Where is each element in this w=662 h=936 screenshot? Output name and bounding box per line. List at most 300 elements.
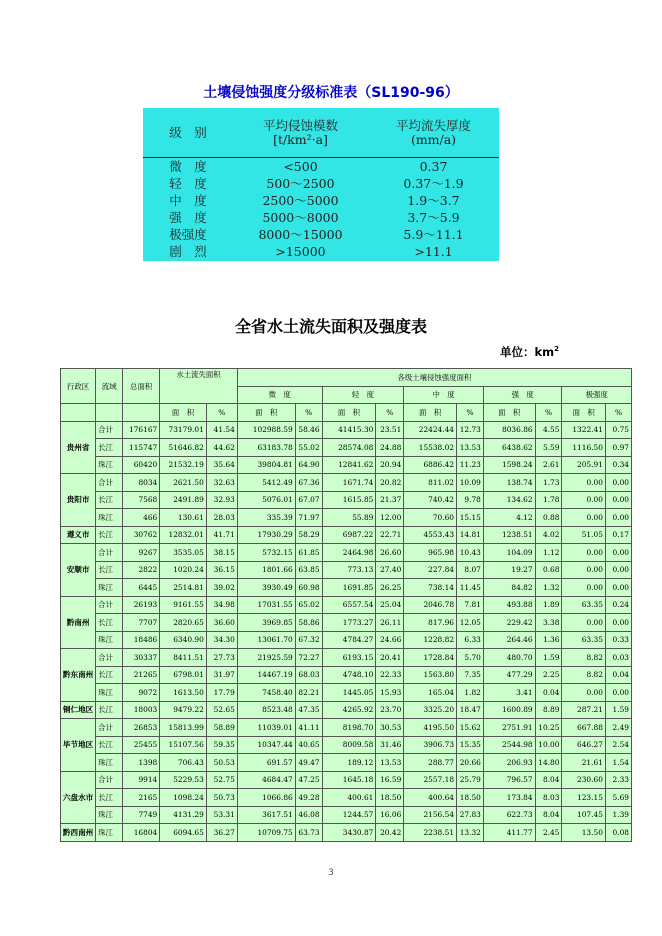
value-cell: 63183.78: [237, 439, 295, 457]
value-cell: 35.64: [206, 456, 237, 474]
value-cell: 622.73: [483, 806, 535, 824]
value-cell: 3.38: [535, 614, 562, 632]
value-cell: 1398: [123, 754, 160, 772]
value-cell: 6438.62: [483, 439, 535, 457]
value-cell: 70.60: [404, 509, 457, 527]
value-cell: 60420: [123, 456, 160, 474]
value-cell: 63.73: [295, 824, 322, 842]
grade-row: [143, 210, 499, 227]
value-cell: 0.68: [535, 561, 562, 579]
value-cell: 1238.51: [483, 526, 535, 544]
value-cell: 3430.87: [322, 824, 376, 842]
value-cell: 12.73: [457, 421, 484, 439]
basin-cell: 珠江: [96, 684, 123, 702]
value-cell: 55.89: [322, 509, 376, 527]
value-cell: 22424.44: [404, 421, 457, 439]
value-cell: 9.78: [457, 491, 484, 509]
table-row: [61, 649, 632, 667]
value-cell: 3906.73: [404, 736, 457, 754]
value-cell: 205.91: [562, 456, 605, 474]
main-table-title: 全省水土流失面积及强度表: [234, 317, 427, 336]
basin-cell: 合计: [96, 719, 123, 737]
value-cell: 3617.51: [237, 806, 295, 824]
region-cell: 铜仁地区: [61, 701, 96, 719]
value-cell: 6987.22: [322, 526, 376, 544]
table-row: [61, 614, 632, 632]
value-cell: 64.90: [295, 456, 322, 474]
value-cell: 8.03: [535, 789, 562, 807]
value-cell: 58.29: [295, 526, 322, 544]
value-cell: 12.05: [457, 614, 484, 632]
value-cell: 6094.65: [160, 824, 207, 842]
value-cell: 13.50: [562, 824, 605, 842]
value-cell: 1098.24: [160, 789, 207, 807]
region-cell: 六盘水市: [61, 771, 96, 824]
value-cell: 400.61: [322, 789, 376, 807]
value-cell: 400.64: [404, 789, 457, 807]
value-cell: 65.02: [295, 596, 322, 614]
value-cell: 25.04: [376, 596, 404, 614]
value-cell: 2.61: [535, 456, 562, 474]
value-cell: 691.57: [237, 754, 295, 772]
value-cell: 8198.70: [322, 719, 376, 737]
value-cell: 4195.50: [404, 719, 457, 737]
value-cell: 1.78: [535, 491, 562, 509]
value-cell: 1.73: [535, 474, 562, 492]
value-cell: 4131.29: [160, 806, 207, 824]
percent-subheader: %: [206, 404, 237, 422]
value-cell: 36.27: [206, 824, 237, 842]
basin-cell: 长江: [96, 526, 123, 544]
value-cell: 5.59: [535, 439, 562, 457]
percent-subheader: %: [295, 404, 322, 422]
modulus-header: [233, 108, 368, 158]
basin-cell: 长江: [96, 491, 123, 509]
main-table-head: [61, 369, 632, 422]
value-cell: 4.12: [483, 509, 535, 527]
value-cell: 264.46: [483, 631, 535, 649]
value-cell: 18.50: [376, 789, 404, 807]
value-cell: 12841.62: [322, 456, 376, 474]
table-row: [61, 666, 632, 684]
value-cell: 107.45: [562, 806, 605, 824]
table-row: [61, 509, 632, 527]
value-cell: 71.97: [295, 509, 322, 527]
percent-subheader: %: [605, 404, 631, 422]
table-row: [61, 631, 632, 649]
table-row: [61, 474, 632, 492]
value-cell: 6.33: [457, 631, 484, 649]
value-cell: 31.97: [206, 666, 237, 684]
grade-group-header: 各级土壤侵蚀强度面积: [237, 369, 631, 387]
value-cell: 817.96: [404, 614, 457, 632]
value-cell: 52.65: [206, 701, 237, 719]
basin-cell: 珠江: [96, 456, 123, 474]
area-subheader: 面 积: [562, 404, 605, 422]
value-cell: 20.41: [376, 649, 404, 667]
value-cell: 4748.10: [322, 666, 376, 684]
value-cell: 6340.90: [160, 631, 207, 649]
value-cell: 20.42: [376, 824, 404, 842]
value-cell: 8.82: [562, 649, 605, 667]
value-cell: 1801.66: [237, 561, 295, 579]
value-cell: 4.55: [535, 421, 562, 439]
value-cell: 2822: [123, 561, 160, 579]
value-cell: 138.74: [483, 474, 535, 492]
unit-label: [500, 344, 559, 360]
value-cell: 41415.30: [322, 421, 376, 439]
value-cell: 3325.20: [404, 701, 457, 719]
value-cell: 740.42: [404, 491, 457, 509]
header-row-3: [61, 404, 632, 422]
value-cell: 26.60: [376, 544, 404, 562]
grade-modulus-cell: 8000～15000: [258, 227, 343, 243]
value-cell: 20.66: [457, 754, 484, 772]
value-cell: 8.04: [535, 806, 562, 824]
value-cell: 7458.40: [237, 684, 295, 702]
value-cell: 0.00: [605, 561, 631, 579]
value-cell: 34.30: [206, 631, 237, 649]
value-cell: 13.53: [376, 754, 404, 772]
value-cell: 11.23: [457, 456, 484, 474]
value-cell: 10347.44: [237, 736, 295, 754]
basin-cell: 珠江: [96, 579, 123, 597]
value-cell: 59.35: [206, 736, 237, 754]
value-cell: 8036.86: [483, 421, 535, 439]
value-cell: 28574.08: [322, 439, 376, 457]
value-cell: 3930.49: [237, 579, 295, 597]
region-cell: 遵义市: [61, 526, 96, 544]
value-cell: 9161.55: [160, 596, 207, 614]
value-cell: 46.08: [295, 806, 322, 824]
modulus-header-unit: [t/km²·a]: [273, 131, 328, 147]
table-row: [61, 684, 632, 702]
value-cell: 44.62: [206, 439, 237, 457]
value-cell: 53.31: [206, 806, 237, 824]
value-cell: 13.32: [457, 824, 484, 842]
page-number: 3: [328, 868, 334, 878]
region-cell: 黔西南州: [61, 824, 96, 842]
value-cell: 335.39: [237, 509, 295, 527]
value-cell: 1445.05: [322, 684, 376, 702]
value-cell: 115747: [123, 439, 160, 457]
value-cell: 773.13: [322, 561, 376, 579]
value-cell: 12.00: [376, 509, 404, 527]
basin-cell: 长江: [96, 666, 123, 684]
value-cell: 4553.43: [404, 526, 457, 544]
value-cell: 2.54: [605, 736, 631, 754]
value-cell: 67.07: [295, 491, 322, 509]
value-cell: 14.81: [457, 526, 484, 544]
region-cell: 贵州省: [61, 421, 96, 474]
value-cell: 2514.81: [160, 579, 207, 597]
value-cell: 58.86: [295, 614, 322, 632]
value-cell: 10.09: [457, 474, 484, 492]
value-cell: 6886.42: [404, 456, 457, 474]
value-cell: 21.37: [376, 491, 404, 509]
value-cell: 15.93: [376, 684, 404, 702]
erosion-grade-table: [143, 108, 499, 261]
grade-modulus-cell: 500～2500: [266, 175, 335, 191]
value-cell: 5732.15: [237, 544, 295, 562]
basin-cell: 合计: [96, 649, 123, 667]
value-cell: 17930.29: [237, 526, 295, 544]
value-cell: 36.15: [206, 561, 237, 579]
value-cell: 0.00: [562, 561, 605, 579]
value-cell: 1.59: [605, 701, 631, 719]
value-cell: 24.88: [376, 439, 404, 457]
grade-depth-cell: 5.9～11.1: [403, 227, 464, 243]
value-cell: 0.00: [605, 684, 631, 702]
value-cell: 6445: [123, 579, 160, 597]
value-cell: 965.98: [404, 544, 457, 562]
value-cell: 206.93: [483, 754, 535, 772]
value-cell: 1.36: [535, 631, 562, 649]
value-cell: 288.77: [404, 754, 457, 772]
percent-subheader: %: [457, 404, 484, 422]
strong-header: 强 度: [483, 386, 562, 404]
value-cell: 9072: [123, 684, 160, 702]
value-cell: 229.42: [483, 614, 535, 632]
value-cell: 14467.19: [237, 666, 295, 684]
value-cell: 30337: [123, 649, 160, 667]
basin-cell: 珠江: [96, 824, 123, 842]
empty-header-cell: [96, 404, 123, 422]
value-cell: 5.70: [457, 649, 484, 667]
value-cell: 15107.56: [160, 736, 207, 754]
value-cell: 2165: [123, 789, 160, 807]
value-cell: 1645.18: [322, 771, 376, 789]
value-cell: 0.00: [562, 684, 605, 702]
value-cell: 63.35: [562, 596, 605, 614]
basin-cell: 长江: [96, 701, 123, 719]
value-cell: 3535.05: [160, 544, 207, 562]
value-cell: 0.03: [605, 649, 631, 667]
value-cell: 15.35: [457, 736, 484, 754]
basin-cell: 珠江: [96, 631, 123, 649]
empty-header-cell: [61, 404, 96, 422]
grade-modulus-cell: <500: [283, 158, 318, 174]
value-cell: 16.59: [376, 771, 404, 789]
value-cell: 1563.80: [404, 666, 457, 684]
value-cell: 2621.50: [160, 474, 207, 492]
value-cell: 15.62: [457, 719, 484, 737]
value-cell: 1244.57: [322, 806, 376, 824]
value-cell: 58.46: [295, 421, 322, 439]
value-cell: 4265.92: [322, 701, 376, 719]
value-cell: 40.65: [295, 736, 322, 754]
value-cell: 287.21: [562, 701, 605, 719]
value-cell: 16804: [123, 824, 160, 842]
region-cell: 黔东南州: [61, 649, 96, 702]
value-cell: 15.15: [457, 509, 484, 527]
light-header: 轻 度: [322, 386, 404, 404]
value-cell: 2.25: [535, 666, 562, 684]
soil-loss-table: [60, 368, 632, 842]
value-cell: 20.94: [376, 456, 404, 474]
header-row-1: [61, 369, 632, 387]
value-cell: 1020.24: [160, 561, 207, 579]
grade-row: [143, 158, 499, 176]
value-cell: 10.43: [457, 544, 484, 562]
value-cell: 51646.82: [160, 439, 207, 457]
value-cell: 0.00: [605, 491, 631, 509]
value-cell: 4784.27: [322, 631, 376, 649]
value-cell: 34.98: [206, 596, 237, 614]
value-cell: 1.12: [535, 544, 562, 562]
region-header: 行政区: [61, 369, 96, 404]
value-cell: 3.41: [483, 684, 535, 702]
basin-cell: 长江: [96, 789, 123, 807]
value-cell: 0.08: [605, 824, 631, 842]
value-cell: 14.80: [535, 754, 562, 772]
table-row: [61, 544, 632, 562]
value-cell: 41.11: [295, 719, 322, 737]
value-cell: 134.62: [483, 491, 535, 509]
value-cell: 189.12: [322, 754, 376, 772]
value-cell: 10709.75: [237, 824, 295, 842]
value-cell: 22.71: [376, 526, 404, 544]
basin-cell: 合计: [96, 421, 123, 439]
value-cell: 0.00: [605, 544, 631, 562]
basin-cell: 长江: [96, 561, 123, 579]
value-cell: 2.45: [535, 824, 562, 842]
value-cell: 47.35: [295, 701, 322, 719]
value-cell: 1.89: [535, 596, 562, 614]
value-cell: 477.29: [483, 666, 535, 684]
table-row: [61, 561, 632, 579]
value-cell: 18.47: [457, 701, 484, 719]
value-cell: 0.00: [562, 491, 605, 509]
basin-cell: 珠江: [96, 509, 123, 527]
value-cell: 26193: [123, 596, 160, 614]
value-cell: 60.98: [295, 579, 322, 597]
region-cell: 安顺市: [61, 544, 96, 597]
value-cell: 17031.55: [237, 596, 295, 614]
value-cell: 19.27: [483, 561, 535, 579]
value-cell: 39.02: [206, 579, 237, 597]
value-cell: 49.47: [295, 754, 322, 772]
extreme-header: 极强度: [562, 386, 632, 404]
depth-header: [368, 108, 499, 158]
value-cell: 49.28: [295, 789, 322, 807]
basin-cell: 长江: [96, 439, 123, 457]
value-cell: 21265: [123, 666, 160, 684]
value-cell: 4684.47: [237, 771, 295, 789]
value-cell: 1066.86: [237, 789, 295, 807]
value-cell: 1.82: [457, 684, 484, 702]
value-cell: 18486: [123, 631, 160, 649]
area-subheader: 面 积: [483, 404, 535, 422]
value-cell: 73179.01: [160, 421, 207, 439]
value-cell: 26853: [123, 719, 160, 737]
medium-header: 中 度: [404, 386, 484, 404]
value-cell: 102988.59: [237, 421, 295, 439]
value-cell: 0.00: [605, 509, 631, 527]
value-cell: 706.43: [160, 754, 207, 772]
value-cell: 7749: [123, 806, 160, 824]
value-cell: 0.00: [562, 509, 605, 527]
value-cell: 15538.02: [404, 439, 457, 457]
modulus-header-label: 平均侵蚀模数: [262, 117, 338, 133]
table-row: [61, 491, 632, 509]
grade-level-cell: 微 度: [169, 158, 207, 174]
value-cell: 165.04: [404, 684, 457, 702]
grade-depth-cell: 1.9～3.7: [407, 192, 460, 208]
area-subheader: 面 积: [237, 404, 295, 422]
value-cell: 3969.85: [237, 614, 295, 632]
value-cell: 26.11: [376, 614, 404, 632]
value-cell: 41.54: [206, 421, 237, 439]
grade-row: [143, 227, 499, 244]
value-cell: 13.53: [457, 439, 484, 457]
value-cell: 1.54: [605, 754, 631, 772]
value-cell: 1322.41: [562, 421, 605, 439]
basin-cell: 珠江: [96, 754, 123, 772]
value-cell: 82.21: [295, 684, 322, 702]
value-cell: 30.53: [376, 719, 404, 737]
unit-superscript: 2: [554, 345, 559, 354]
value-cell: 27.40: [376, 561, 404, 579]
main-table-body: [61, 421, 632, 841]
area-subheader: 面 积: [322, 404, 376, 422]
value-cell: 10.25: [535, 719, 562, 737]
value-cell: 8.07: [457, 561, 484, 579]
value-cell: 51.05: [562, 526, 605, 544]
value-cell: 0.00: [605, 614, 631, 632]
grade-row: [143, 192, 499, 209]
value-cell: 7.81: [457, 596, 484, 614]
value-cell: 5412.49: [237, 474, 295, 492]
value-cell: 0.00: [562, 579, 605, 597]
basin-cell: 合计: [96, 544, 123, 562]
unit-text: 单位：km: [499, 345, 555, 359]
region-cell: 黔南州: [61, 596, 96, 649]
value-cell: 30762: [123, 526, 160, 544]
value-cell: 2751.91: [483, 719, 535, 737]
value-cell: 1.39: [605, 806, 631, 824]
table-row: [61, 806, 632, 824]
value-cell: 0.00: [605, 474, 631, 492]
empty-header-cell: [123, 404, 160, 422]
value-cell: 411.77: [483, 824, 535, 842]
value-cell: 2.49: [605, 719, 631, 737]
value-cell: 0.97: [605, 439, 631, 457]
value-cell: 2544.98: [483, 736, 535, 754]
percent-subheader: %: [535, 404, 562, 422]
grade-level-cell: 中 度: [169, 192, 207, 208]
value-cell: 58.89: [206, 719, 237, 737]
value-cell: 84.82: [483, 579, 535, 597]
value-cell: 1.32: [535, 579, 562, 597]
basin-header: 流域: [96, 369, 123, 404]
grade-depth-cell: 0.37: [419, 158, 448, 174]
value-cell: 0.88: [535, 509, 562, 527]
value-cell: 24.66: [376, 631, 404, 649]
value-cell: 1671.74: [322, 474, 376, 492]
value-cell: 32.93: [206, 491, 237, 509]
value-cell: 50.73: [206, 789, 237, 807]
value-cell: 123.15: [562, 789, 605, 807]
value-cell: 67.32: [295, 631, 322, 649]
value-cell: 50.53: [206, 754, 237, 772]
value-cell: 31.46: [376, 736, 404, 754]
value-cell: 130.61: [160, 509, 207, 527]
value-cell: 7568: [123, 491, 160, 509]
value-cell: 5229.53: [160, 771, 207, 789]
value-cell: 5.69: [605, 789, 631, 807]
value-cell: 26.25: [376, 579, 404, 597]
